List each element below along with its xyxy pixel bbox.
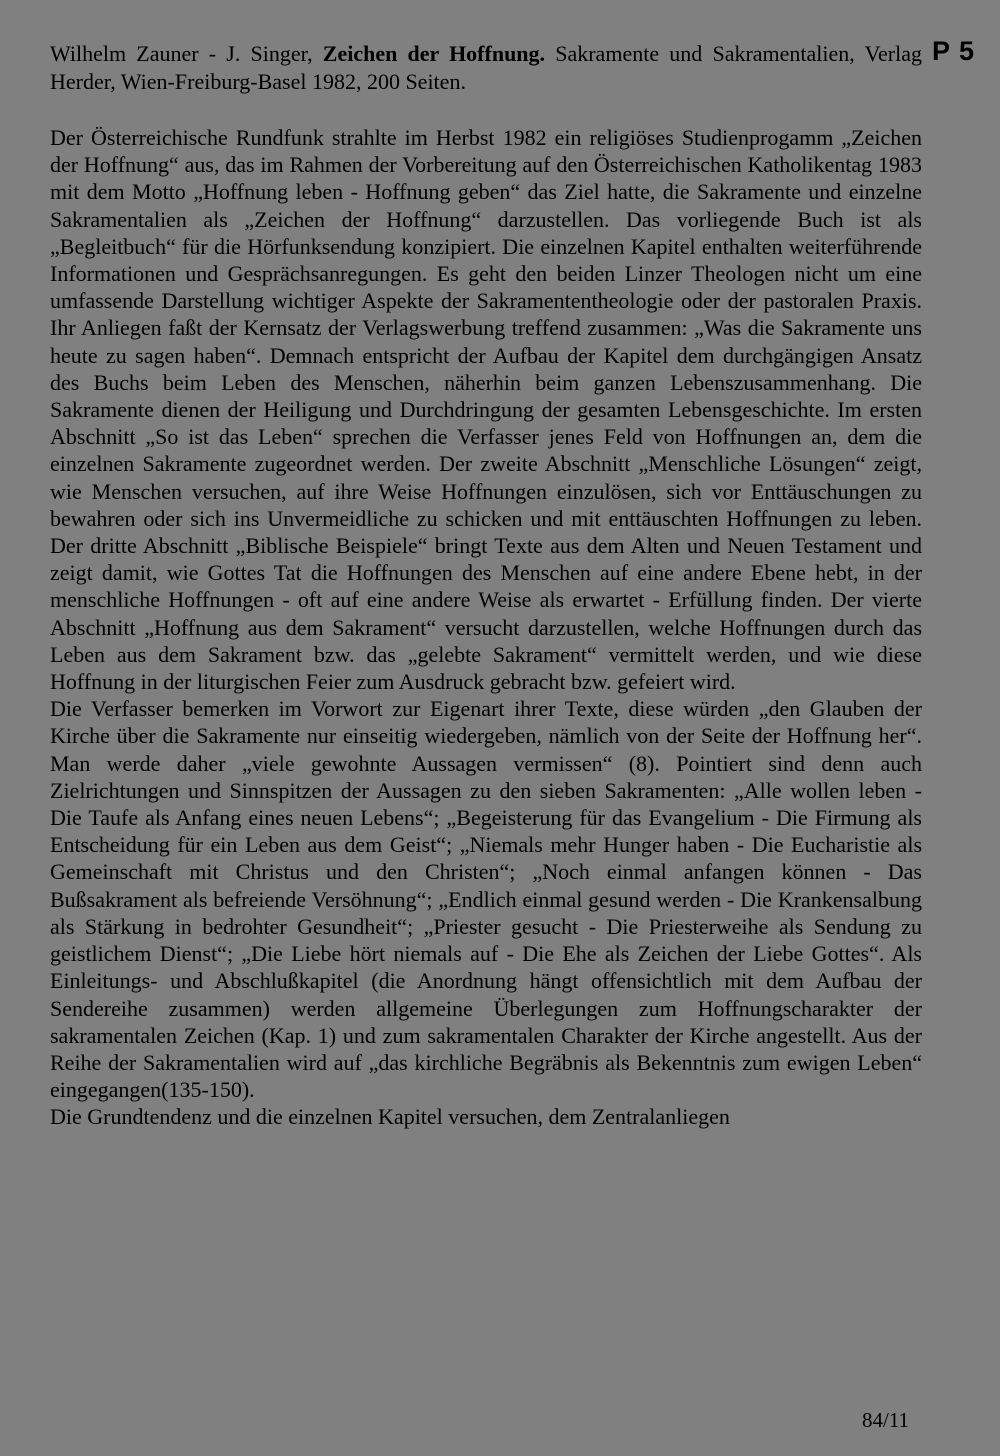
paragraph-3: Die Grundtendenz und die einzelnen Kapitel versuchen, dem Zentralanliegen [50,1104,730,1130]
citation-authors: Wilhelm Zauner - J. Singer, [50,41,323,66]
paragraph-1: Der Österreichische Rundfunk strahlte im Herbst 1982 ein religiöses Studienprogamm „Zeichen der Hoffnung“ aus, das im Rahmen der Vorbereitung auf den Österreichischen Katholikentag 1983 mit dem Motto „Hoffnung leben - Hoffnung geben“ das Ziel hatte, die Sakramente und einzelne Sakramentalien als „Zeichen der Hoffnung“ darzustellen. Das vorliegende Buch ist als „Begleitbuch“ für die Hörfunksendung konzipiert. Die einzelnen Kapitel enthalten weiterführende Informationen und Gesprächsanregungen. Es geht den beiden Linzer Theologen nicht um eine umfassende Darstellung wichtiger Aspekte der Sakramententheologie oder der pastoralen Praxis. Ihr Anliegen faßt der Kernsatz der Verlagswerbung treffend zusammen: „Was die Sakramente uns heute zu sagen haben“. Demnach entspricht der Aufbau der Kapitel dem durchgängigen Ansatz des Buchs beim Leben des Menschen, näherhin beim ganzen Lebenszusammenhang. Die Sakramente dienen der Heiligung und Durchdringung der gesamten Lebensgeschichte. Im ersten Abschnitt „So ist das Leben“ sprechen die Verfasser jenes Feld von Hoffnungen an, dem die einzelnen Sakramente zugeordnet werden. Der zweite Abschnitt „Menschliche Lösungen“ zeigt, wie Menschen versuchen, auf ihre Weise Hoffnungen einzulösen, sich vor Enttäuschungen zu bewahren oder sich ins Unvermeidliche zu schicken und mit enttäuschten Hoffnungen zu leben. Der dritte Abschnitt „Biblische Beispiele“ bringt Texte aus dem Alten und Neuen Testament und zeigt damit, wie Gottes Tat die Hoffnungen des Menschen auf eine andere Ebene hebt, in der menschliche Hoffnungen - oft auf eine andere Weise als erwartet - Erfüllung finden. Der vierte Abschnitt „Hoffnung aus dem Sakrament“ versucht darzustellen, welche Hoffnungen durch das Leben aus dem Sakrament bzw. das „gelebte Sakrament“ vermittelt werden, und wie diese Hoffnung in der liturgischen Feier zum Ausdruck gebracht bzw. gefeiert wird. [50,125,922,695]
citation-details: Sakramente und Sakramentalien, Verlag Herder, Wien-Freiburg-Basel 1982, 200 Seiten. [50,41,922,94]
review-body [50,124,922,1131]
page-number: 84/11 [862,1408,910,1432]
book-citation [50,40,922,96]
citation-title: Zeichen der Hoffnung. [322,41,546,66]
review-tag: P 5 [932,36,976,66]
paragraph-2: Die Verfasser bemerken im Vorwort zur Eigenart ihrer Texte, diese würden „den Glauben der Kirche über die Sakramente nur einseitig wiedergeben, nämlich von der Seite der Hoffnung her“. Man werde daher „viele gewohnte Aussagen vermissen“ (8). Pointiert sind denn auch Zielrichtungen und Sinnspitzen der Aussagen zu den sieben Sakramenten: „Alle wollen leben - Die Taufe als Anfang eines neuen Lebens“; „Begeisterung für das Evangelium - Die Firmung als Entscheidung für ein Leben aus dem Geist“; „Niemals mehr Hunger haben - Die Eucharistie als Gemeinschaft mit Christus und den Christen“; „Noch einmal anfangen können - Das Bußsakrament als befreiende Versöhnung“; „Endlich einmal gesund werden - Die Krankensalbung als Stärkung in bedrohter Gesundheit“; „Priester gesucht - Die Priesterweihe als Sendung zu geistlichem Dienst“; „Die Liebe hört niemals auf - Die Ehe als Zeichen der Liebe Gottes“. Als Einleitungs- und Abschlußkapitel (die Anordnung hängt offensichtlich mit dem Aufbau der Sendereihe zusammen) werden allgemeine Überlegungen zum Hoffnungscharakter der sakramentalen Zeichen (Kap. 1) und zum sakramentalen Charakter der Kirche angestellt. Aus der Reihe der Sakramentalien wird auf „das kirchliche Begräbnis als Bekenntnis zum ewigen Leben“ eingegangen(135-150). [50,696,922,1103]
